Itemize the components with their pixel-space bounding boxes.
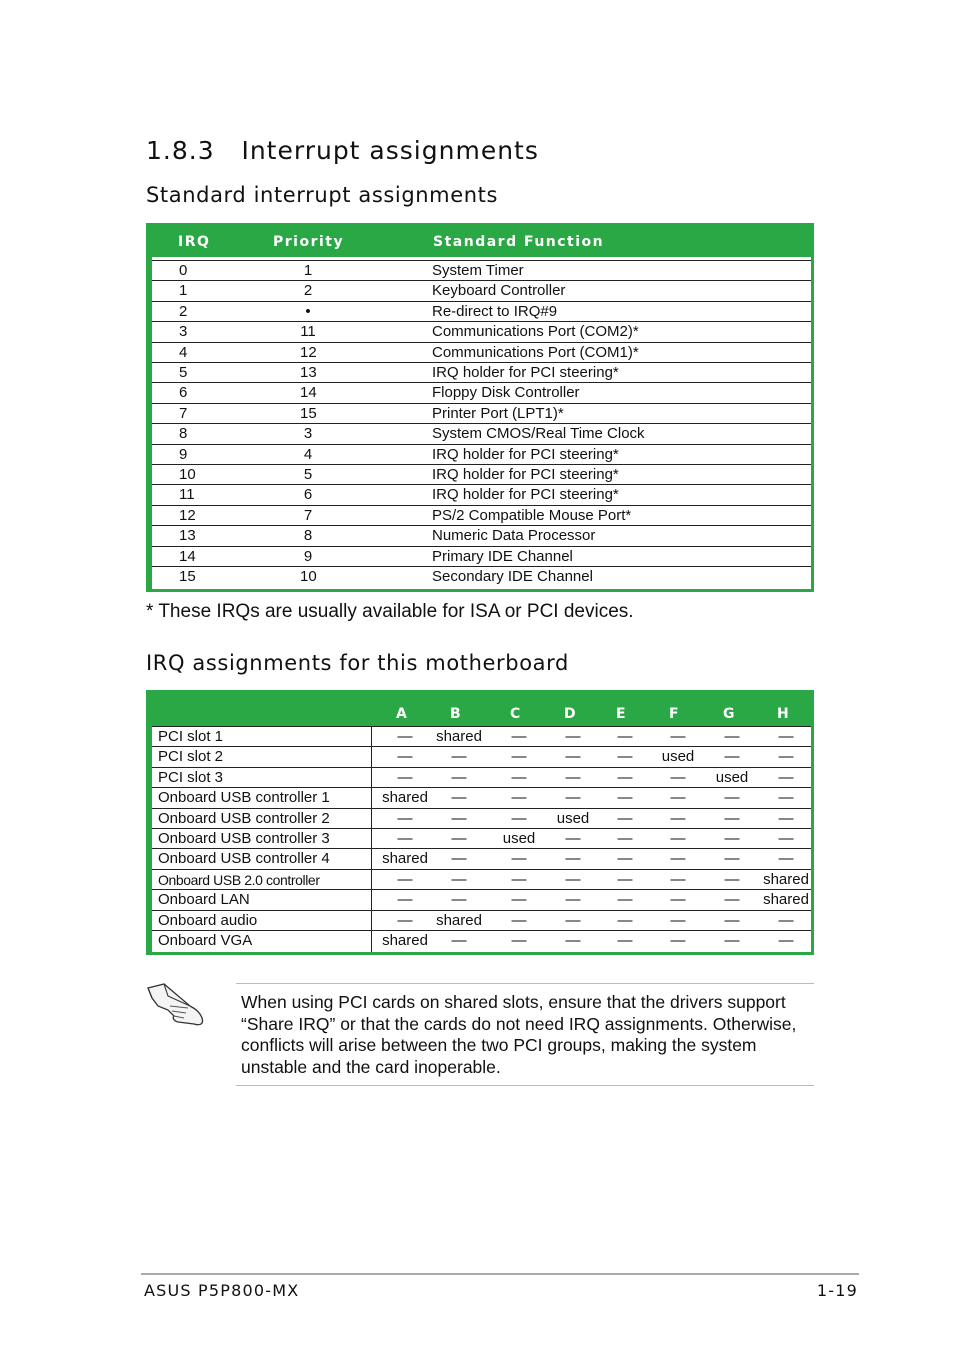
irq-value-cell: —: [451, 891, 467, 909]
irq-value-cell: —: [724, 789, 740, 807]
irq-value-cell: —: [397, 748, 413, 766]
priority-cell: 8: [303, 527, 313, 545]
table-row: [152, 808, 811, 829]
standard-table-header: [149, 226, 811, 257]
row-label: Onboard VGA: [158, 932, 253, 949]
col-a: A: [396, 706, 409, 722]
function-cell: IRQ holder for PCI steering*: [432, 364, 619, 381]
motherboard-irq-table: [146, 690, 814, 955]
col-g: G: [723, 706, 736, 722]
function-cell: Communications Port (COM1)*: [432, 343, 639, 361]
irq-value-cell: —: [778, 748, 794, 766]
irq-value-cell: —: [565, 850, 581, 868]
irq-value-cell: —: [778, 830, 794, 847]
standard-table-body: [152, 257, 811, 589]
irq-value-cell: —: [778, 789, 794, 807]
irq-value-cell: —: [670, 728, 686, 745]
table-row: [152, 546, 811, 567]
col-b: B: [450, 706, 463, 722]
row-label: Onboard audio: [158, 911, 258, 929]
irq-value-cell: —: [670, 789, 686, 807]
irq-value-cell: —: [670, 768, 686, 786]
table-row: [152, 342, 811, 363]
table-row: [152, 525, 811, 546]
irq-value-cell: —: [511, 891, 527, 909]
function-cell: Keyboard Controller: [432, 282, 566, 300]
tip-text: When using PCI cards on shared slots, ensure that the drivers support “Share IRQ” or that the cards do not need IRQ assignments. Otherwise, conflicts will arise between the two PCI groups, making the system unstable and the card inoperable.: [241, 992, 797, 1077]
motherboard-table-body: [152, 726, 811, 952]
irq-value-cell: —: [617, 870, 633, 888]
row-label: Onboard USB 2.0 controller: [158, 871, 320, 888]
irq-value-cell: —: [397, 728, 413, 745]
irq-value-cell: —: [451, 870, 467, 888]
irq-value-cell: used: [661, 748, 695, 766]
irq-cell: 6: [179, 384, 188, 402]
table-row: [152, 746, 811, 767]
footnote: * These IRQs are usually available for ISA or PCI devices.: [146, 601, 634, 622]
irq-value-cell: —: [451, 850, 467, 868]
irq-value-cell: used: [715, 768, 749, 786]
function-cell: PS/2 Compatible Mouse Port*: [432, 506, 632, 524]
label-column-divider: [371, 726, 372, 952]
irq-value-cell: —: [565, 911, 581, 929]
priority-cell: 3: [303, 425, 313, 443]
irq-value-cell: —: [511, 932, 527, 949]
row-label: PCI slot 1: [158, 728, 224, 745]
irq-cell: 13: [179, 527, 196, 545]
row-label: Onboard LAN: [158, 891, 250, 909]
irq-value-cell: —: [670, 870, 686, 888]
section-title: 1.8.3 Interrupt assignments: [146, 136, 539, 165]
irq-value-cell: —: [565, 830, 581, 847]
table-row: [152, 787, 811, 808]
priority-cell: 9: [303, 547, 313, 565]
irq-value-cell: —: [565, 789, 581, 807]
irq-value-cell: —: [617, 932, 633, 949]
irq-value-cell: —: [670, 932, 686, 949]
table-row: [152, 828, 811, 849]
priority-cell: 5: [303, 466, 313, 483]
irq-value-cell: —: [397, 911, 413, 929]
irq-value-cell: shared: [382, 850, 428, 868]
irq-value-cell: —: [397, 830, 413, 847]
irq-value-cell: —: [511, 728, 527, 745]
table-row: [152, 566, 811, 587]
irq-cell: 2: [179, 302, 188, 320]
priority-cell: 12: [300, 343, 317, 361]
table-row: [152, 869, 811, 890]
function-cell: Printer Port (LPT1)*: [432, 404, 564, 422]
function-cell: IRQ holder for PCI steering*: [432, 486, 619, 504]
row-label: Onboard USB controller 1: [158, 789, 330, 807]
irq-value-cell: —: [565, 870, 581, 888]
function-cell: IRQ holder for PCI steering*: [432, 466, 619, 483]
irq-value-cell: —: [397, 768, 413, 786]
priority-cell: 1: [303, 262, 313, 279]
irq-value-cell: —: [724, 891, 740, 909]
irq-value-cell: shared: [382, 789, 428, 807]
table-row: [152, 280, 811, 301]
table-row: [152, 726, 811, 747]
table-row: [152, 260, 811, 281]
irq-value-cell: —: [451, 809, 467, 827]
irq-value-cell: —: [778, 809, 794, 827]
row-label: Onboard USB controller 3: [158, 830, 330, 847]
table-row: [152, 382, 811, 403]
footer-rule: [141, 1273, 859, 1275]
irq-cell: 8: [179, 425, 188, 443]
irq-value-cell: —: [565, 768, 581, 786]
irq-cell: 10: [179, 466, 196, 483]
irq-value-cell: —: [724, 809, 740, 827]
standard-heading: Standard interrupt assignments: [146, 183, 499, 207]
priority-cell: 13: [300, 364, 317, 381]
irq-value-cell: shared: [436, 728, 482, 745]
row-label: PCI slot 2: [158, 748, 224, 766]
irq-value-cell: —: [617, 850, 633, 868]
irq-cell: 3: [179, 323, 188, 341]
irq-cell: 1: [179, 282, 188, 300]
footer-page-number: 1-19: [816, 1281, 858, 1300]
function-cell: Communications Port (COM2)*: [432, 323, 639, 341]
irq-cell: 7: [179, 404, 188, 422]
priority-cell: 7: [303, 506, 313, 524]
irq-value-cell: —: [724, 911, 740, 929]
irq-value-cell: —: [617, 891, 633, 909]
irq-cell: 15: [179, 568, 196, 585]
irq-value-cell: —: [617, 809, 633, 827]
irq-value-cell: —: [451, 768, 467, 786]
irq-value-cell: —: [397, 809, 413, 827]
standard-irq-table: [146, 223, 814, 592]
priority-cell: 4: [303, 445, 313, 463]
irq-value-cell: —: [724, 932, 740, 949]
irq-value-cell: —: [724, 870, 740, 888]
table-row: [152, 484, 811, 505]
irq-value-cell: —: [617, 830, 633, 847]
table-row: [152, 403, 811, 424]
col-c: C: [510, 706, 522, 722]
irq-cell: 11: [179, 486, 195, 504]
table-row: [152, 423, 811, 444]
irq-value-cell: —: [565, 891, 581, 909]
function-cell: System Timer: [432, 262, 524, 279]
col-priority: Priority: [273, 234, 345, 250]
irq-cell: 0: [179, 262, 188, 279]
irq-value-cell: —: [778, 932, 794, 949]
irq-value-cell: —: [724, 748, 740, 766]
irq-value-cell: —: [565, 748, 581, 766]
irq-value-cell: shared: [763, 891, 809, 909]
irq-value-cell: —: [451, 748, 467, 766]
function-cell: IRQ holder for PCI steering*: [432, 445, 619, 463]
irq-value-cell: —: [778, 728, 794, 745]
table-row: [152, 505, 811, 526]
col-f: F: [669, 706, 681, 722]
priority-cell: 6: [303, 486, 313, 504]
row-label: PCI slot 3: [158, 768, 224, 786]
priority-cell: 14: [300, 384, 317, 402]
irq-value-cell: used: [556, 809, 590, 827]
irq-value-cell: —: [670, 830, 686, 847]
function-cell: Re-direct to IRQ#9: [432, 302, 558, 320]
irq-value-cell: —: [670, 850, 686, 868]
irq-value-cell: —: [397, 870, 413, 888]
table-row: [152, 444, 811, 465]
function-cell: System CMOS/Real Time Clock: [432, 425, 645, 443]
col-d: D: [564, 706, 578, 722]
table-row: [152, 930, 811, 951]
irq-value-cell: —: [511, 789, 527, 807]
table-row: [152, 767, 811, 788]
col-h: H: [777, 706, 791, 722]
irq-value-cell: —: [451, 932, 467, 949]
function-cell: Numeric Data Processor: [432, 527, 596, 545]
irq-cell: 4: [179, 343, 188, 361]
irq-value-cell: —: [617, 748, 633, 766]
footer-product: ASUS P5P800-MX: [144, 1281, 300, 1300]
irq-value-cell: —: [565, 932, 581, 949]
irq-value-cell: —: [511, 768, 527, 786]
col-e: E: [616, 706, 628, 722]
motherboard-heading: IRQ assignments for this motherboard: [146, 651, 569, 675]
col-function: Standard Function: [433, 234, 605, 250]
priority-cell: 15: [300, 404, 317, 422]
irq-value-cell: —: [778, 911, 794, 929]
irq-value-cell: —: [617, 728, 633, 745]
irq-value-cell: —: [451, 830, 467, 847]
irq-cell: 5: [179, 364, 188, 381]
motherboard-table-header: [149, 693, 811, 724]
tip-bottom-rule: [236, 1085, 814, 1086]
irq-value-cell: —: [670, 809, 686, 827]
irq-value-cell: —: [724, 830, 740, 847]
irq-value-cell: —: [670, 891, 686, 909]
irq-cell: 9: [179, 445, 188, 463]
table-row: [152, 321, 811, 342]
irq-value-cell: —: [778, 850, 794, 868]
irq-value-cell: —: [451, 789, 467, 807]
irq-cell: 14: [179, 547, 196, 565]
priority-cell: 11: [300, 323, 316, 341]
table-row: [152, 848, 811, 869]
function-cell: Floppy Disk Controller: [432, 384, 580, 402]
priority-cell: 10: [300, 568, 317, 585]
table-row: [152, 301, 811, 322]
irq-value-cell: —: [511, 748, 527, 766]
tip-top-rule: [236, 983, 814, 984]
irq-value-cell: —: [724, 850, 740, 868]
priority-cell: •: [305, 302, 311, 320]
irq-value-cell: —: [617, 789, 633, 807]
irq-value-cell: —: [724, 728, 740, 745]
table-row: [152, 464, 811, 485]
irq-value-cell: used: [502, 830, 536, 847]
irq-value-cell: —: [617, 911, 633, 929]
col-irq: IRQ: [178, 234, 211, 250]
row-label: Onboard USB controller 2: [158, 809, 330, 827]
irq-value-cell: shared: [763, 870, 809, 888]
irq-value-cell: —: [511, 809, 527, 827]
table-row: [152, 362, 811, 383]
hand-note-icon: [144, 980, 206, 1028]
irq-cell: 12: [179, 506, 196, 524]
function-cell: Secondary IDE Channel: [432, 568, 593, 585]
irq-value-cell: —: [511, 870, 527, 888]
function-cell: Primary IDE Channel: [432, 547, 573, 565]
irq-value-cell: —: [670, 911, 686, 929]
irq-value-cell: —: [617, 768, 633, 786]
row-label: Onboard USB controller 4: [158, 850, 330, 868]
irq-value-cell: —: [511, 850, 527, 868]
irq-value-cell: —: [778, 768, 794, 786]
irq-value-cell: —: [511, 911, 527, 929]
priority-cell: 2: [303, 282, 313, 300]
irq-value-cell: shared: [382, 932, 428, 949]
irq-value-cell: shared: [436, 911, 482, 929]
irq-value-cell: —: [565, 728, 581, 745]
irq-value-cell: —: [397, 891, 413, 909]
table-row: [152, 910, 811, 931]
table-row: [152, 889, 811, 910]
